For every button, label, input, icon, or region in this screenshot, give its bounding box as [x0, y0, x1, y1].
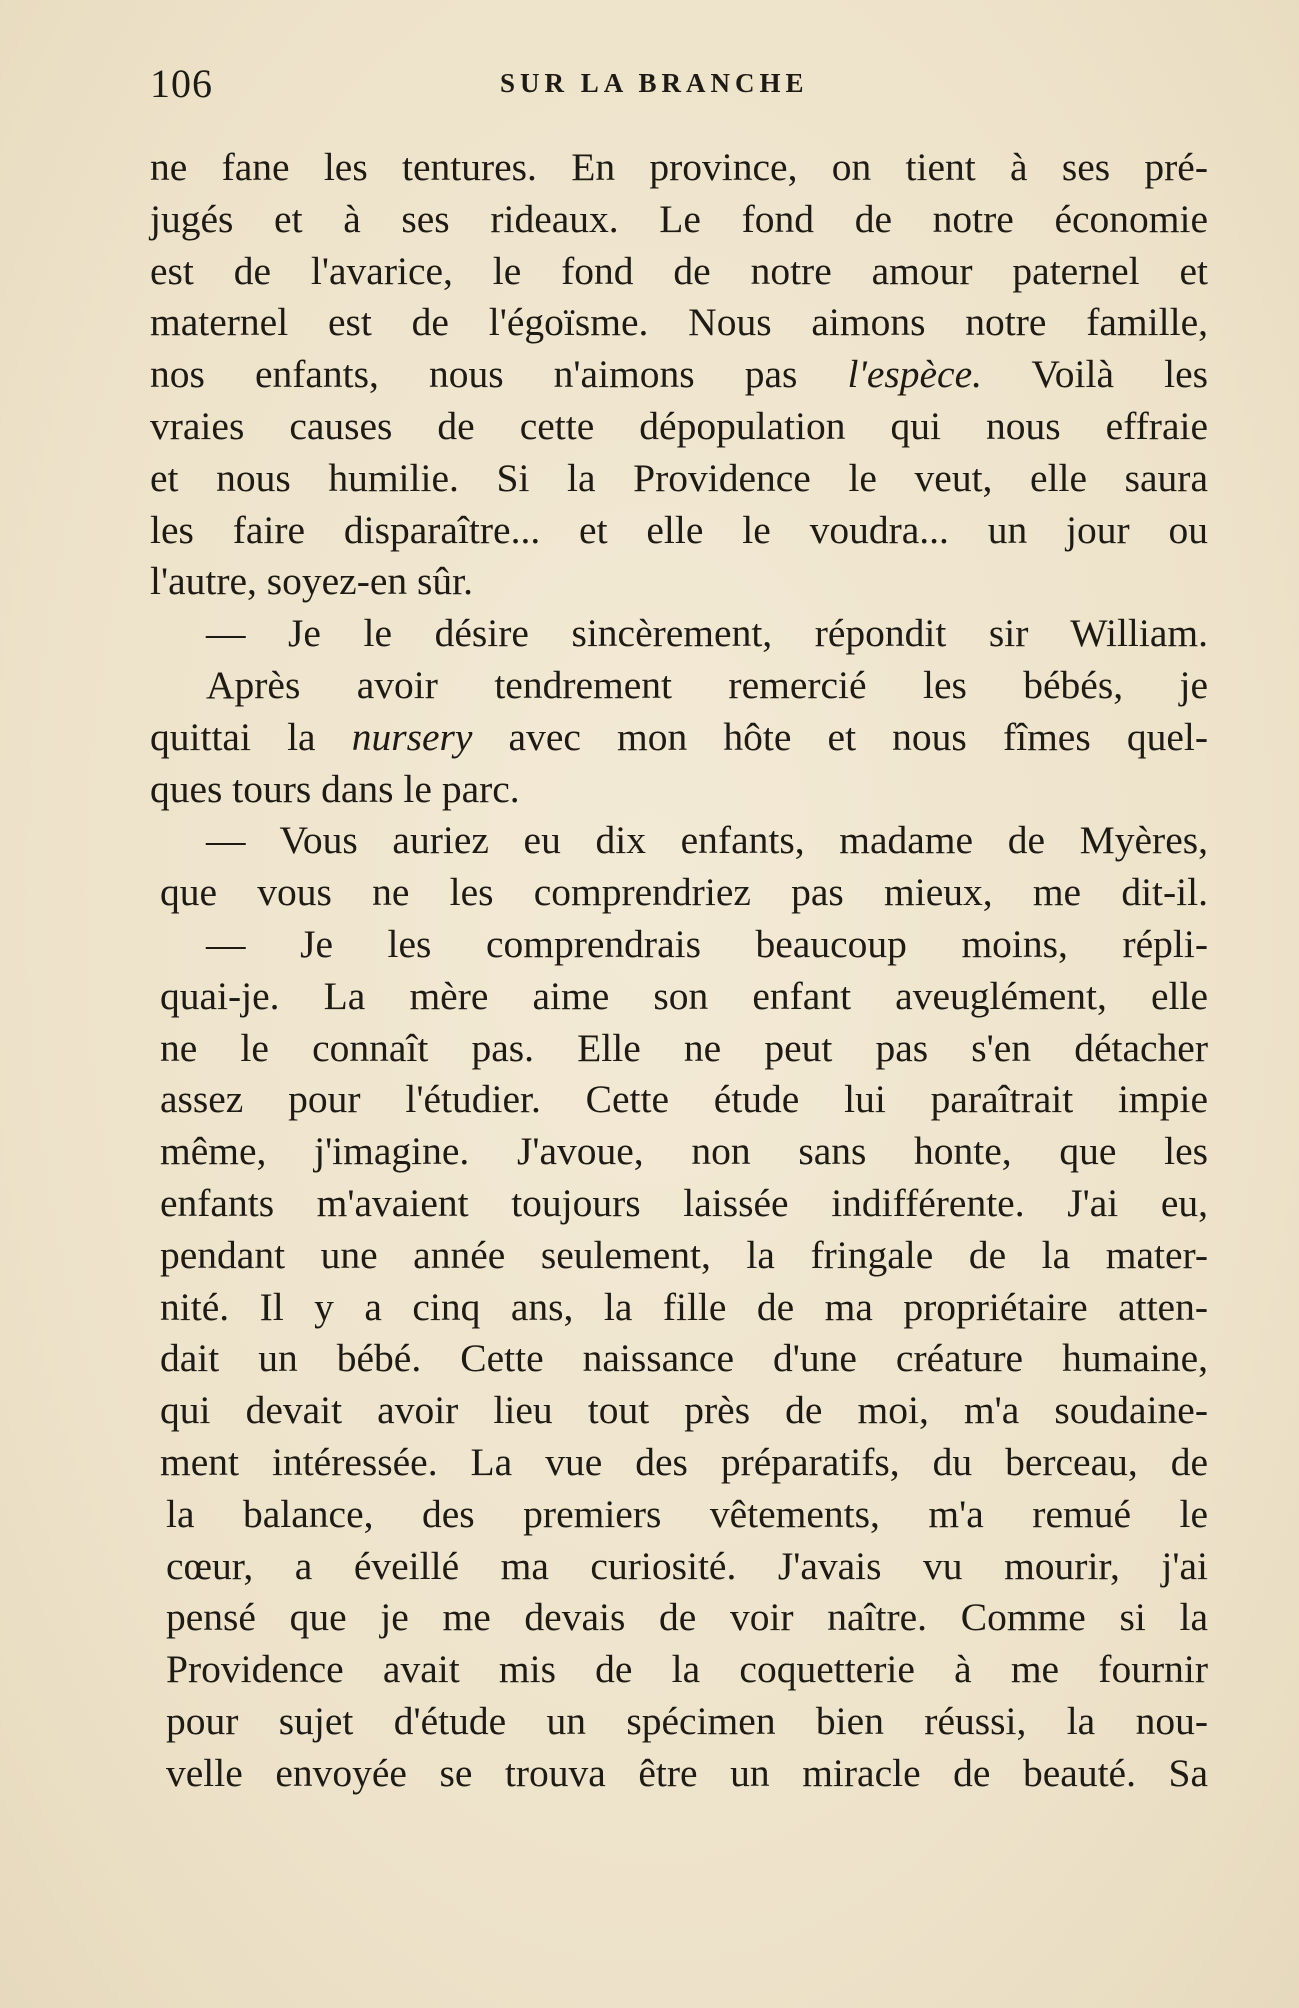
- text-line: assez pour l'étudier. Cette étude lui paraîtrait impie: [160, 1077, 1208, 1122]
- text-line: ne le connaît pas. Elle ne peut pas s'en détacher: [160, 1025, 1208, 1070]
- text-line: [150, 712, 1208, 764]
- text-line: pour sujet d'étude un spécimen bien réussi, la nou-: [166, 1698, 1208, 1743]
- text-segment: nos enfants, nous n'aimons pas: [150, 352, 798, 397]
- text-line: l'autre, soyez-en sûr.: [150, 559, 474, 604]
- text-line: jugés et à ses rideaux. Le fond de notre économie: [150, 196, 1208, 241]
- text-line: maternel est de l'égoïsme. Nous aimons notre famille,: [150, 300, 1208, 345]
- running-title: SUR LA BRANCHE: [500, 68, 809, 98]
- text-line: ne fane les tentures. En province, on tient à ses pré-: [150, 145, 1208, 189]
- text-segment: Voilà les: [982, 352, 1208, 397]
- text-line: les faire disparaître... et elle le voudra... un jour ou: [150, 507, 1208, 552]
- text-line: pendant une année seulement, la fringale de la mater-: [160, 1232, 1208, 1277]
- text-line: la balance, des premiers vêtements, m'a remué le: [166, 1491, 1208, 1536]
- text-line: Après avoir tendrement remercié les bébés, je: [206, 662, 1208, 707]
- text-line: vraies causes de cette dépopulation qui nous effraie: [150, 403, 1208, 448]
- text-line: ment intéressée. La vue des préparatifs, du berceau, de: [160, 1439, 1208, 1484]
- page-header: [150, 60, 1210, 120]
- text-line: — Vous auriez eu dix enfants, madame de Myères,: [206, 818, 1208, 863]
- text-line: pensé que je me devais de voir naître. Comme si la: [166, 1595, 1208, 1640]
- text-segment: avec mon hôte et nous fîmes quel-: [472, 714, 1208, 759]
- text-segment: quittai la: [150, 714, 316, 759]
- text-line: — Je le désire sincèrement, répondit sir William.: [206, 611, 1208, 656]
- italic-word-nursery: nursery: [351, 714, 473, 759]
- text-line: dait un bébé. Cette naissance d'une créature humaine,: [160, 1336, 1208, 1381]
- text-line: et nous humilie. Si la Providence le veut, elle saura: [150, 455, 1208, 500]
- text-line: ques tours dans le parc.: [150, 766, 520, 811]
- text-line: que vous ne les comprendriez pas mieux, me dit-il.: [160, 870, 1208, 915]
- text-line: enfants m'avaient toujours laissée indifférente. J'ai eu,: [160, 1180, 1208, 1225]
- text-line: même, j'imagine. J'avoue, non sans honte, que les: [160, 1129, 1208, 1174]
- text-line: velle envoyée se trouva être un miracle de beauté. Sa: [166, 1750, 1208, 1795]
- italic-word-espece: l'espèce.: [847, 352, 982, 397]
- text-line: nité. Il y a cinq ans, la fille de ma propriétaire atten-: [160, 1284, 1208, 1329]
- text-line: est de l'avarice, le fond de notre amour paternel et: [150, 248, 1208, 293]
- text-line: [150, 349, 1208, 401]
- page-number: 106: [150, 61, 213, 106]
- text-line: Providence avait mis de la coquetterie à me fournir: [166, 1647, 1208, 1692]
- text-line: quai-je. La mère aime son enfant aveuglément, elle: [160, 973, 1208, 1018]
- text-line: — Je les comprendrais beaucoup moins, répli-: [206, 921, 1208, 966]
- body-text: [150, 142, 1208, 1800]
- text-line: qui devait avoir lieu tout près de moi, m'a soudaine-: [160, 1388, 1208, 1433]
- text-line: cœur, a éveillé ma curiosité. J'avais vu mourir, j'ai: [166, 1543, 1208, 1588]
